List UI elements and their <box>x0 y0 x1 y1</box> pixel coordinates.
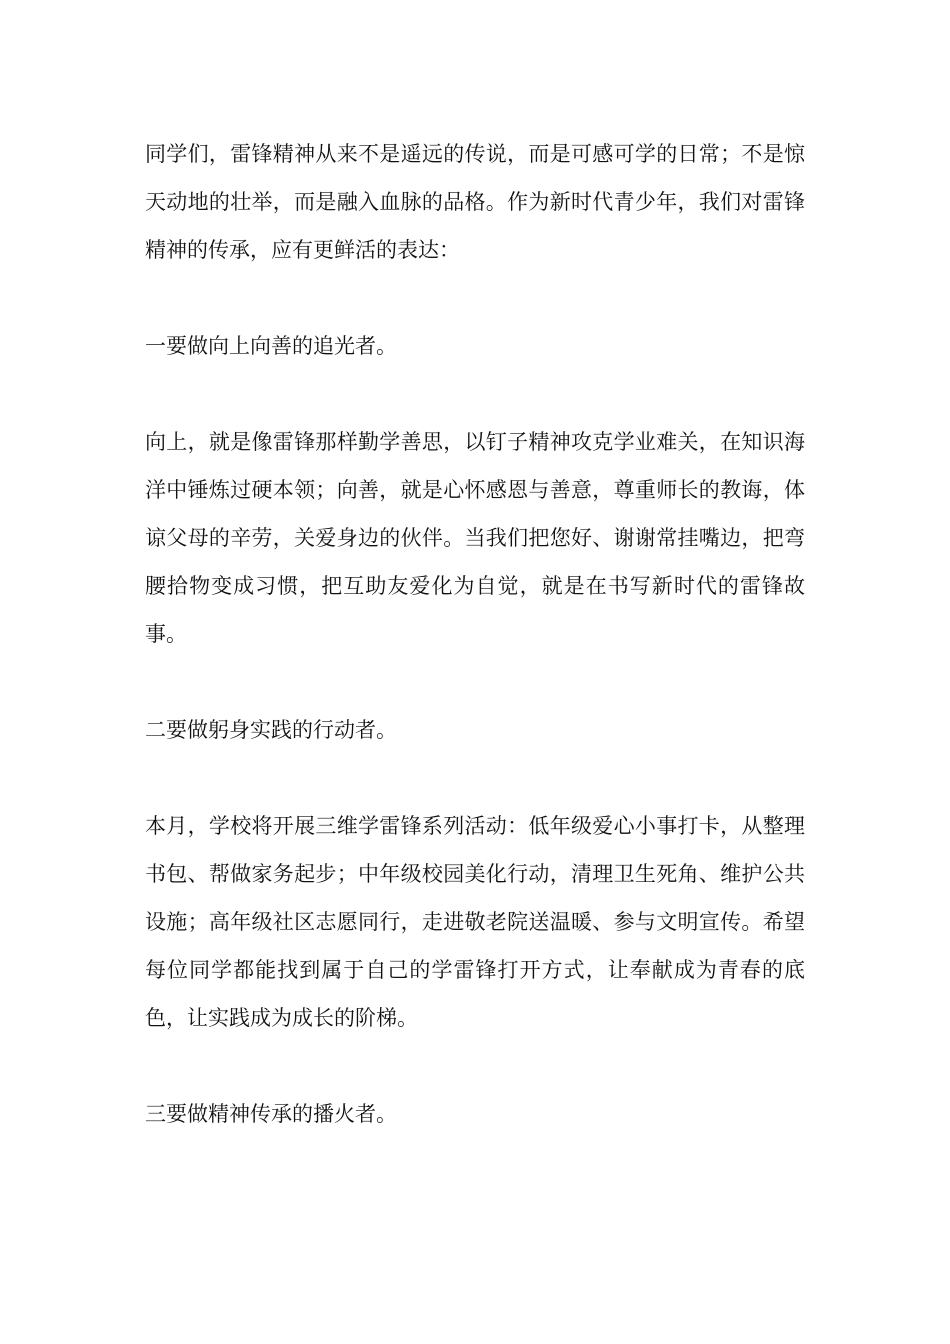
heading-point-two: 二要做躬身实践的行动者。 <box>145 718 397 742</box>
heading-point-one: 一要做向上向善的追光者。 <box>145 334 397 358</box>
heading-point-three: 三要做精神传承的播火者。 <box>145 1102 397 1126</box>
paragraph-intro: 同学们，雷锋精神从来不是遥远的传说，而是可感可学的日常；不是惊天动地的壮举，而是融入血脉的品格。作为新时代青少年，我们对雷锋精神的传承，应有更鲜活的表达： <box>145 142 805 262</box>
paragraph-point-two: 本月，学校将开展三维学雷锋系列活动：低年级爱心小事打卡，从整理书包、帮做家务起步；中年级校园美化行动，清理卫生死角、维护公共设施；高年级社区志愿同行，走进敬老院送温暖、参与文明宣传。希望每位同学都能找到属于自己的学雷锋打开方式，让奉献成为青春的底色，让实践成为成长的阶梯。 <box>145 814 805 1030</box>
paragraph-point-one: 向上，就是像雷锋那样勤学善思，以钉子精神攻克学业难关，在知识海洋中锤炼过硬本领；向善，就是心怀感恩与善意，尊重师长的教诲，体谅父母的辛劳，关爱身边的伙伴。当我们把您好、谢谢常挂嘴边，把弯腰拾物变成习惯，把互助友爱化为自觉，就是在书写新时代的雷锋故事。 <box>145 430 805 646</box>
document-body <box>145 130 805 1186</box>
